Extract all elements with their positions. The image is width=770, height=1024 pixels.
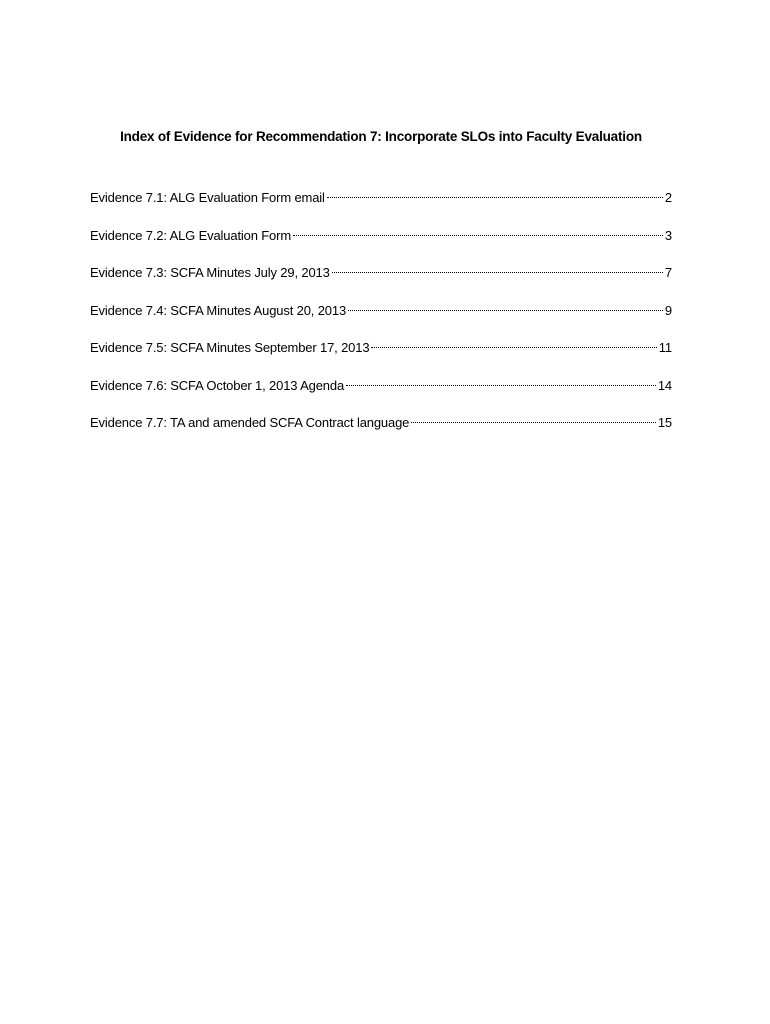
dot-leader <box>411 409 656 427</box>
toc-entry-7-1 <box>90 184 672 205</box>
toc-entry-7-4 <box>90 297 672 318</box>
document-title: Index of Evidence for Recommendation 7: Incorporate SLOs into Faculty Evaluation <box>120 129 642 144</box>
toc-entry-label: Evidence 7.6: SCFA October 1, 2013 Agenda <box>90 377 345 393</box>
toc-entry-page-number: 7 <box>664 265 672 280</box>
toc-entry-label: Evidence 7.7: TA and amended SCFA Contract language <box>90 415 410 430</box>
toc-entry-7-6 <box>90 372 672 393</box>
toc-entry-7-3 <box>90 259 672 280</box>
toc-entry-page-number: 14 <box>657 377 672 393</box>
dot-leader <box>293 222 663 240</box>
dot-leader <box>346 372 656 390</box>
dot-leader <box>371 334 656 352</box>
toc-entry-label: Evidence 7.3: SCFA Minutes July 29, 2013 <box>90 265 330 280</box>
toc-entry-page-number: 2 <box>664 190 672 205</box>
toc-entry-label: Evidence 7.2: ALG Evaluation Form <box>90 227 291 243</box>
toc-entry-label: Evidence 7.4: SCFA Minutes August 20, 2013 <box>90 302 347 318</box>
toc-entry-label: Evidence 7.5: SCFA Minutes September 17, 2013 <box>90 340 370 355</box>
dot-leader <box>332 259 663 277</box>
toc-entry-page-number: 11 <box>658 340 672 355</box>
toc-entry-label: Evidence 7.1: ALG Evaluation Form email <box>90 190 325 205</box>
toc-entry-page-number: 15 <box>657 415 672 430</box>
toc-entry-7-7 <box>90 409 672 430</box>
toc-entry-7-2 <box>90 222 672 243</box>
toc-entry-page-number: 9 <box>664 302 672 318</box>
dot-leader <box>327 184 663 202</box>
toc-entry-page-number: 3 <box>664 227 672 243</box>
dot-leader <box>348 297 663 315</box>
evidence-index <box>90 184 672 447</box>
toc-entry-7-5 <box>90 334 672 355</box>
